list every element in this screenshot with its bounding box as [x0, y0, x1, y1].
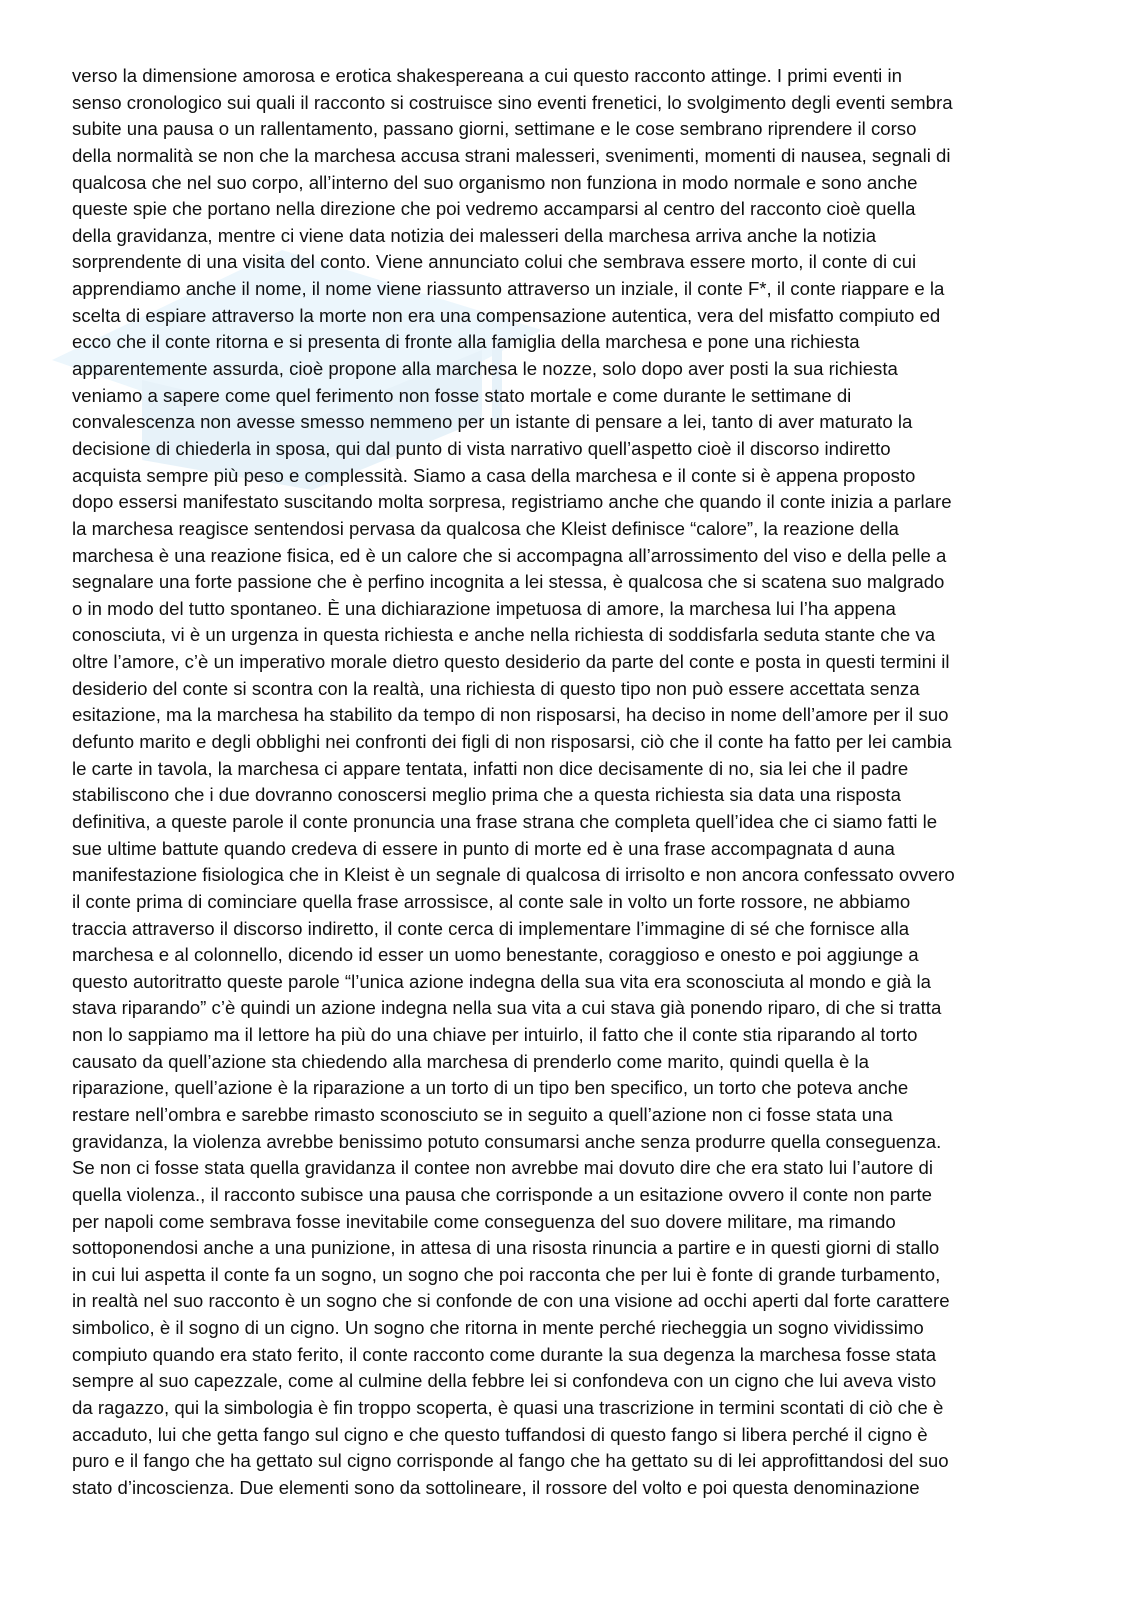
- text-line: in realtà nel suo racconto è un sogno che si confonde de con una visione ad occhi aperti dal forte carattere: [72, 1290, 950, 1312]
- text-line: oltre l’amore, c’è un imperativo morale dietro questo desiderio da parte del conte e posta in questi termini il: [72, 651, 950, 673]
- text-line: simbolico, è il sogno di un cigno. Un sogno che ritorna in mente perché riecheggia un sogno vividissimo: [72, 1317, 924, 1339]
- text-line: della gravidanza, mentre ci viene data notizia dei malesseri della marchesa arriva anche la notizia: [72, 224, 877, 246]
- text-line: traccia attraverso il discorso indiretto, il conte cerca di implementare l’immagine di sé che fornisce alla: [72, 917, 910, 939]
- text-line: della normalità se non che la marchesa accusa strani malesseri, svenimenti, momenti di nausea, segnali di: [72, 144, 951, 166]
- text-line: in cui lui aspetta il conte fa un sogno, un sogno che poi racconta che per lui è fonte di grande turbamento,: [72, 1263, 941, 1285]
- text-line: marchesa è una reazione fisica, ed è un calore che si accompagna all’arrossimento del viso e della pelle a: [72, 544, 947, 566]
- text-line: sue ultime battute quando credeva di essere in punto di morte ed è una frase accompagnata d auna: [72, 837, 895, 859]
- text-line: quella violenza., il racconto subisce una pausa che corrisponde a un esitazione ovvero il conte non parte: [72, 1183, 932, 1205]
- text-line: convalescenza non avesse smesso nemmeno per un istante di pensare a lei, tanto di aver maturato la: [72, 411, 913, 433]
- text-line: queste spie che portano nella direzione che poi vedremo accamparsi al centro del racconto cioè quella: [72, 198, 916, 220]
- text-line: veniamo a sapere come quel ferimento non fosse stato mortale e come durante le settimane di: [72, 384, 852, 406]
- document-body: [72, 63, 1082, 1502]
- text-line: stato d’incoscienza. Due elementi sono da sottolineare, il rossore del volto e poi questa denominazione: [72, 1476, 920, 1498]
- text-line: definitiva, a queste parole il conte pronuncia una frase strana che completa quell’idea che ci siamo fatti le: [72, 810, 938, 832]
- text-line: il conte prima di cominciare quella frase arrossisce, al conte sale in volto un forte rossore, ne abbiamo: [72, 890, 911, 912]
- text-line: acquista sempre più peso e complessità. Siamo a casa della marchesa e il conte si è appena proposto: [72, 464, 916, 486]
- text-line: subite una pausa o un rallentamento, passano giorni, settimane e le cose sembrano riprendere il corso: [72, 118, 917, 140]
- text-line: sorprendente di una visita del conto. Viene annunciato colui che sembrava essere morto, il conte di cui: [72, 251, 917, 273]
- text-line: causato da quell’azione sta chiedendo alla marchesa di prenderlo come marito, quindi quella è la: [72, 1050, 869, 1072]
- text-line: non lo sappiamo ma il lettore ha più do una chiave per intuirlo, il fatto che il conte stia riparando al torto: [72, 1024, 918, 1046]
- text-line: le carte in tavola, la marchesa ci appare tentata, infatti non dice decisamente di no, sia lei che il padre: [72, 757, 909, 779]
- text-line: gravidanza, la violenza avrebbe benissimo potuto consumarsi anche senza produrre quella conseguenza.: [72, 1130, 942, 1152]
- text-line: sottoponendosi anche a una punizione, in attesa di una risosta rinuncia a partire e in questi giorni di stallo: [72, 1237, 940, 1259]
- text-line: defunto marito e degli obblighi nei confronti dei figli di non risposarsi, ciò che il conte ha fatto per lei cambia: [72, 731, 952, 753]
- text-line: o in modo del tutto spontaneo. È una dichiarazione impetuosa di amore, la marchesa lui l’ha appena: [72, 597, 896, 619]
- text-line: conosciuta, vi è un urgenza in questa richiesta e anche nella richiesta di soddisfarla seduta stante che va: [72, 624, 936, 646]
- text-line: questo autoritratto queste parole “l’unica azione indegna della sua vita era sconosciuta al mondo e già la: [72, 970, 931, 992]
- text-line: stava riparando” c’è quindi un azione indegna nella sua vita a cui stava già ponendo riparo, di che si tratta: [72, 997, 942, 1019]
- text-line: scelta di espiare attraverso la morte non era una compensazione autentica, vera del misfatto compiuto ed: [72, 304, 941, 326]
- text-line: accaduto, lui che getta fango sul cigno e che questo tuffandosi di questo fango si libera perché il cigno è: [72, 1423, 928, 1445]
- text-line: esitazione, ma la marchesa ha stabilito da tempo di non risposarsi, ha deciso in nome dell’amore per il suo: [72, 704, 949, 726]
- text-line: per napoli come sembrava fosse inevitabile come conseguenza del suo dovere militare, ma rimando: [72, 1210, 896, 1232]
- text-line: la marchesa reagisce sentendosi pervasa da qualcosa che Kleist definisce “calore”, la reazione della: [72, 517, 899, 539]
- text-line: qualcosa che nel suo corpo, all’interno del suo organismo non funziona in modo normale e sono anche: [72, 171, 918, 193]
- text-line: desiderio del conte si scontra con la realtà, una richiesta di questo tipo non può essere accettata senza: [72, 677, 920, 699]
- text-line: dopo essersi manifestato suscitando molta sorpresa, registriamo anche che quando il conte inizia a parlare: [72, 491, 952, 513]
- text-line: compiuto quando era stato ferito, il conte racconto come durante la sua degenza la marchesa fosse stata: [72, 1343, 937, 1365]
- text-line: senso cronologico sui quali il racconto si costruisce sino eventi frenetici, lo svolgimento degli eventi sembra: [72, 91, 953, 113]
- text-line: riparazione, quell’azione è la riparazione a un torto di un tipo ben specifico, un torto che poteva anche: [72, 1077, 909, 1099]
- text-line: apprendiamo anche il nome, il nome viene riassunto attraverso un inziale, il conte F*, il conte riappare e la: [72, 278, 945, 300]
- text-line: restare nell’ombra e sarebbe rimasto sconosciuto se in seguito a quell’azione non ci fosse stata una: [72, 1103, 893, 1125]
- text-line: marchesa e al colonnello, dicendo id esser un uomo benestante, coraggioso e onesto e poi aggiunge a: [72, 944, 919, 966]
- text-line: puro e il fango che ha gettato sul cigno corrisponde al fango che ha gettato su di lei approfittandosi del suo: [72, 1450, 949, 1472]
- text-line: Se non ci fosse stata quella gravidanza il contee non avrebbe mai dovuto dire che era stato lui l’autore di: [72, 1157, 934, 1179]
- text-line: stabiliscono che i due dovranno conoscersi meglio prima che a questa richiesta sia data una risposta: [72, 784, 901, 806]
- text-line: apparentemente assurda, cioè propone alla marchesa le nozze, solo dopo aver posti la sua richiesta: [72, 358, 898, 380]
- text-line: da ragazzo, qui la simbologia è fin troppo scoperta, è quasi una trascrizione in termini scontati di ciò che è: [72, 1397, 944, 1419]
- text-line: segnalare una forte passione che è perfino incognita a lei stessa, è qualcosa che si scatena suo malgrado: [72, 571, 945, 593]
- text-line: verso la dimensione amorosa e erotica shakespereana a cui questo racconto attinge. I primi eventi in: [72, 65, 902, 86]
- text-line: sempre al suo capezzale, come al culmine della febbre lei si confondeva con un cigno che lui aveva visto: [72, 1370, 937, 1392]
- text-line: ecco che il conte ritorna e si presenta di fronte alla famiglia della marchesa e pone una richiesta: [72, 331, 860, 353]
- text-line: manifestazione fisiologica che in Kleist è un segnale di qualcosa di irrisolto e non ancora confessato ovvero: [72, 864, 955, 886]
- text-line: decisione di chiederla in sposa, qui dal punto di vista narrativo quell’aspetto cioè il discorso indiretto: [72, 437, 891, 459]
